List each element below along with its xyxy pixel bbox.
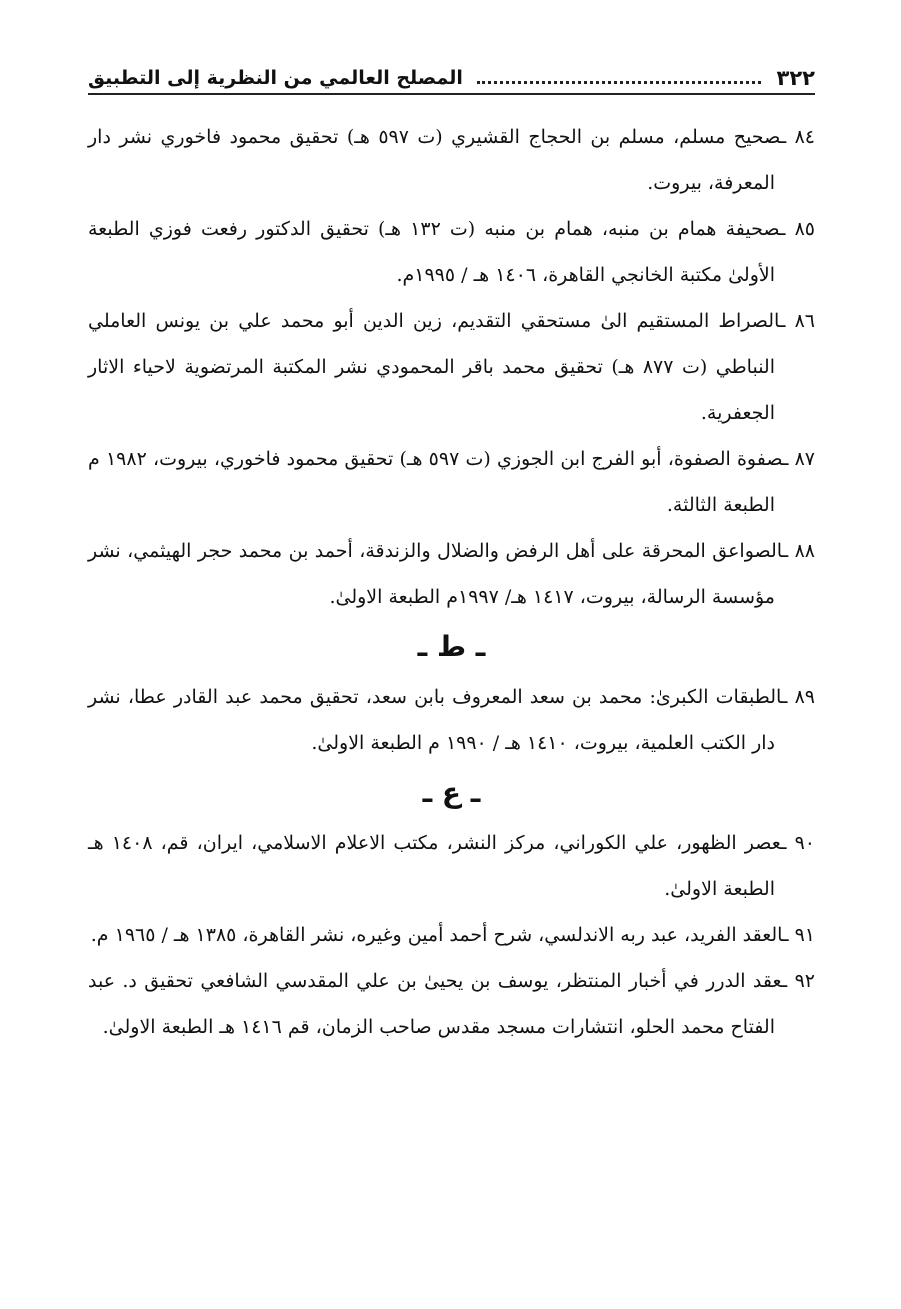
entry-number: ٩٢ ـ — [781, 970, 815, 992]
dot-leader — [477, 81, 761, 84]
entry-number: ٨٨ ـ — [782, 540, 816, 562]
bibliography-list — [88, 114, 815, 1050]
entry-number: ٨٩ ـ — [781, 686, 815, 708]
section-letter-ta: ـ ط ـ — [417, 630, 486, 663]
header-rule — [88, 93, 815, 95]
bibliography-entry — [88, 298, 815, 436]
entry-text: الطبقات الكبرىٰ: محمد بن سعد المعروف بابن سعد، تحقيق محمد عبد القادر عطا، نشر دار الكتب العلمية، بيروت، ١٤١٠ هـ / ١٩٩٠ م الطبعة الاولىٰ. — [88, 686, 782, 754]
entry-text: صحيفة همام بن منبه، همام بن منبه (ت ١٣٢ هـ) تحقيق الدكتور رفعت فوزي الطبعة الأولىٰ مكتبة الخانجي القاهرة، ١٤٠٦ هـ / ١٩٩٥م. — [88, 218, 780, 286]
section-letter-ayn: ـ ع ـ — [422, 776, 481, 809]
entry-number: ٨٥ ـ — [779, 218, 816, 240]
bibliography-entry — [88, 958, 815, 1050]
bibliography-entry — [88, 820, 815, 912]
entry-text: عقد الدرر في أخبار المنتظر، يوسف بن يحيىٰ بن علي المقدسي الشافعي تحقيق د. عبد الفتاح محمد الحلو، انتشارات مسجد مقدس صاحب الزمان، قم ١٤١٦ هـ الطبعة الاولىٰ. — [88, 970, 782, 1038]
entry-text: العقد الفريد، عبد ربه الاندلسي، شرح أحمد أمين وغيره، نشر القاهرة، ١٣٨٥ هـ / ١٩٦٥ م. — [90, 924, 783, 946]
entry-number: ٨٤ ـ — [780, 126, 816, 148]
entry-text: صحيح مسلم، مسلم بن الحجاج القشيري (ت ٥٩٧ هـ) تحقيق محمود فاخوري نشر دار المعرفة، بيروت. — [88, 126, 781, 194]
entry-number: ٩١ ـ — [782, 924, 815, 946]
running-header — [88, 52, 815, 92]
bibliography-entry — [88, 912, 815, 958]
bibliography-entry — [88, 436, 815, 528]
entry-number: ٨٦ ـ — [779, 310, 815, 332]
page-number: ٣٢٢ — [776, 66, 815, 90]
entry-number: ٩٠ ـ — [780, 832, 816, 854]
bibliography-entry — [88, 528, 815, 620]
bibliography-entry — [88, 114, 815, 206]
bibliography-entry — [88, 206, 815, 298]
book-title: المصلح العالمي من النظرية إلى التطبيق — [88, 67, 463, 89]
entry-text: صفوة الصفوة، أبو الفرج ابن الجوزي (ت ٥٩٧ هـ) تحقيق محمود فاخوري، بيروت، ١٩٨٢ م الطبعة الثالثة. — [88, 448, 783, 516]
entry-text: الصراط المستقيم الىٰ مستحقي التقديم، زين الدين أبو محمد علي بن يونس العاملي النباطي (ت ٨٧٧ هـ) تحقيق محمد باقر المحمودي نشر المكتبة المرتضوية لاحياء الاثار الجعفرية. — [88, 310, 780, 424]
bibliography-entry — [88, 674, 815, 766]
entry-text: عصر الظهور، علي الكوراني، مركز النشر، مكتب الاعلام الاسلامي، ايران، قم، ١٤٠٨ هـ الطبعة الاولىٰ. — [88, 832, 781, 900]
entry-number: ٨٧ ـ — [782, 448, 816, 470]
entry-text: الصواعق المحرقة على أهل الرفض والضلال والزندقة، أحمد بن محمد حجر الهيثمي، نشر مؤسسة الرسالة، بيروت، ١٤١٧ هـ/ ١٩٩٧م الطبعة الاولىٰ. — [88, 540, 783, 608]
